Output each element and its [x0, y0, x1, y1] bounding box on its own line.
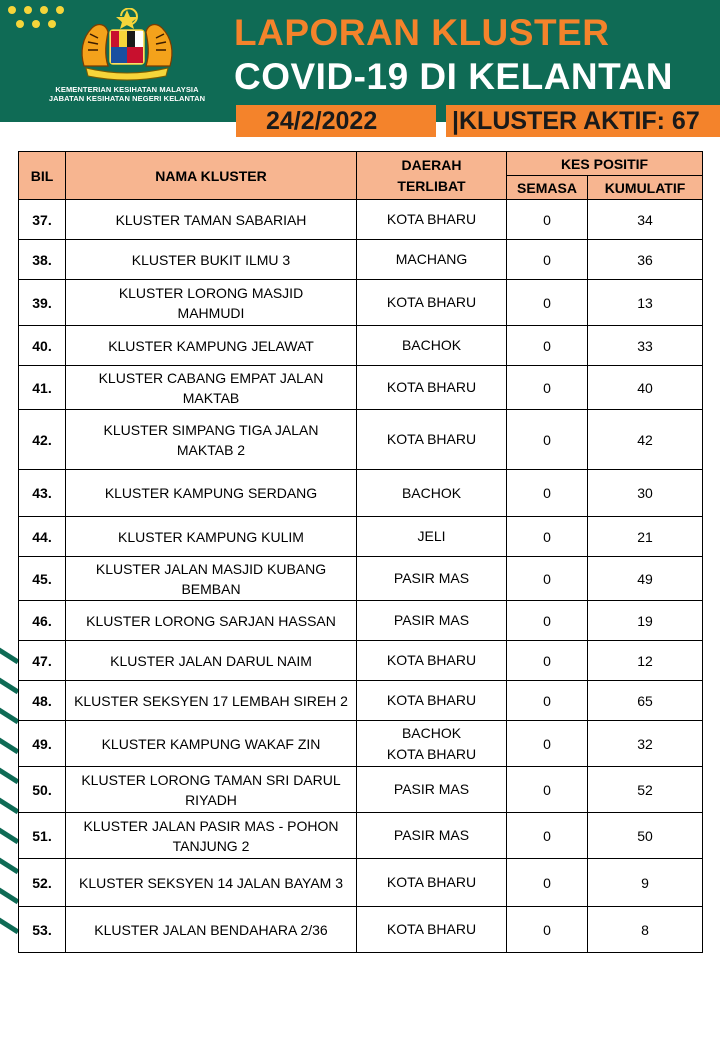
cell-nama-kluster-line: MAKTAB 2 — [176, 441, 246, 458]
cell-nama-kluster — [66, 767, 357, 813]
cell-daerah-line: KOTA BHARU — [386, 745, 477, 762]
cell-bil: 50. — [19, 767, 66, 813]
cell-kumulatif: 49 — [588, 557, 703, 601]
cell-bil: 39. — [19, 280, 66, 326]
col-header-semasa: SEMASA — [507, 176, 588, 200]
cell-nama-kluster-line: KLUSTER LORONG SARJAN HASSAN — [86, 612, 336, 629]
cell-semasa: 0 — [507, 470, 588, 517]
cell-bil: 52. — [19, 859, 66, 907]
cell-kumulatif: 42 — [588, 410, 703, 470]
cell-semasa: 0 — [507, 326, 588, 366]
cell-semasa: 0 — [507, 240, 588, 280]
cell-daerah — [357, 859, 507, 907]
cell-daerah-line: PASIR MAS — [393, 612, 470, 628]
cell-semasa: 0 — [507, 907, 588, 953]
cell-bil: 42. — [19, 410, 66, 470]
cell-kumulatif: 36 — [588, 240, 703, 280]
table-row — [19, 907, 703, 953]
cell-daerah-line: PASIR MAS — [393, 781, 470, 797]
cell-semasa: 0 — [507, 767, 588, 813]
cell-bil: 49. — [19, 721, 66, 767]
cell-nama-kluster-line: RIYADH — [185, 791, 237, 808]
cell-semasa: 0 — [507, 641, 588, 681]
cell-kumulatif: 32 — [588, 721, 703, 767]
table-row — [19, 280, 703, 326]
cell-semasa: 0 — [507, 410, 588, 470]
table-row — [19, 721, 703, 767]
col-header-daerah-line-2: TERLIBAT — [397, 177, 466, 194]
report-header — [0, 0, 720, 122]
table-row — [19, 517, 703, 557]
cell-nama-kluster — [66, 681, 357, 721]
cell-nama-kluster-line: KLUSTER TAMAN SABARIAH — [115, 211, 307, 228]
table-row — [19, 813, 703, 859]
cell-daerah — [357, 326, 507, 366]
table-row — [19, 240, 703, 280]
cell-nama-kluster-line: KLUSTER SEKSYEN 17 LEMBAH SIREH 2 — [74, 692, 348, 709]
cell-nama-kluster-line: KLUSTER BUKIT ILMU 3 — [131, 251, 291, 268]
cell-nama-kluster-line: TANJUNG 2 — [172, 837, 250, 854]
table-row — [19, 200, 703, 240]
report-date: 24/2/2022 — [236, 105, 436, 137]
cell-kumulatif: 12 — [588, 641, 703, 681]
cell-semasa: 0 — [507, 813, 588, 859]
cluster-table-body — [19, 200, 703, 953]
cell-bil: 41. — [19, 366, 66, 410]
cell-daerah — [357, 557, 507, 601]
cell-nama-kluster — [66, 517, 357, 557]
cell-nama-kluster-line: KLUSTER CABANG EMPAT JALAN — [98, 369, 324, 386]
cell-daerah — [357, 907, 507, 953]
cell-daerah — [357, 200, 507, 240]
report-title-line-1: LAPORAN KLUSTER — [234, 12, 610, 53]
cell-daerah-line: KOTA BHARU — [386, 379, 477, 395]
cell-semasa: 0 — [507, 200, 588, 240]
cell-nama-kluster-line: KLUSTER LORONG MASJID — [118, 284, 304, 301]
cell-daerah-line: KOTA BHARU — [386, 431, 477, 447]
cell-daerah-line: KOTA BHARU — [386, 294, 477, 310]
cell-daerah-line: PASIR MAS — [393, 827, 470, 843]
cell-bil: 43. — [19, 470, 66, 517]
cell-bil: 47. — [19, 641, 66, 681]
jata-negara-logo-icon — [72, 8, 182, 82]
cell-nama-kluster — [66, 557, 357, 601]
cell-daerah-line: KOTA BHARU — [386, 652, 477, 668]
cell-daerah-line: KOTA BHARU — [386, 874, 477, 890]
col-header-daerah-line-1: DAERAH — [401, 156, 462, 173]
cell-daerah-line: BACHOK — [401, 337, 462, 353]
cell-kumulatif: 13 — [588, 280, 703, 326]
cell-nama-kluster-line: KLUSTER KAMPUNG JELAWAT — [108, 337, 314, 354]
cell-kumulatif: 9 — [588, 859, 703, 907]
cell-semasa: 0 — [507, 859, 588, 907]
cell-kumulatif: 8 — [588, 907, 703, 953]
cell-nama-kluster — [66, 240, 357, 280]
cell-bil: 37. — [19, 200, 66, 240]
cell-kumulatif: 30 — [588, 470, 703, 517]
cell-bil: 48. — [19, 681, 66, 721]
cell-nama-kluster-line: KLUSTER SEKSYEN 14 JALAN BAYAM 3 — [78, 874, 344, 891]
cell-daerah-line: KOTA BHARU — [386, 692, 477, 708]
cell-kumulatif: 34 — [588, 200, 703, 240]
cell-daerah — [357, 641, 507, 681]
active-cluster-count: |KLUSTER AKTIF: 67 — [446, 105, 720, 137]
cell-bil: 46. — [19, 601, 66, 641]
cell-nama-kluster — [66, 280, 357, 326]
cell-daerah-line: JELI — [417, 528, 446, 544]
cell-nama-kluster-line: KLUSTER SIMPANG TIGA JALAN — [103, 421, 319, 438]
cell-nama-kluster-line: KLUSTER KAMPUNG SERDANG — [104, 485, 318, 501]
cell-nama-kluster-line: KLUSTER JALAN DARUL NAIM — [110, 652, 312, 669]
cell-semasa: 0 — [507, 366, 588, 410]
cell-semasa: 0 — [507, 601, 588, 641]
table-row — [19, 326, 703, 366]
cell-kumulatif: 19 — [588, 601, 703, 641]
cluster-table — [18, 151, 703, 953]
cell-kumulatif: 52 — [588, 767, 703, 813]
cell-daerah — [357, 366, 507, 410]
table-row — [19, 470, 703, 517]
cell-semasa: 0 — [507, 681, 588, 721]
cell-daerah-line: BACHOK — [401, 484, 462, 501]
cell-daerah — [357, 681, 507, 721]
cell-daerah — [357, 767, 507, 813]
table-row — [19, 557, 703, 601]
cell-kumulatif: 65 — [588, 681, 703, 721]
cell-bil: 51. — [19, 813, 66, 859]
cell-nama-kluster — [66, 907, 357, 953]
cell-nama-kluster-line: KLUSTER LORONG TAMAN SRI DARUL — [81, 771, 341, 788]
ministry-name — [34, 85, 220, 103]
cell-daerah — [357, 601, 507, 641]
cell-daerah — [357, 813, 507, 859]
decorative-dots — [8, 6, 78, 40]
cell-nama-kluster — [66, 813, 357, 859]
cell-nama-kluster — [66, 721, 357, 767]
table-row — [19, 859, 703, 907]
col-header-bil: BIL — [19, 152, 66, 200]
cell-nama-kluster — [66, 200, 357, 240]
cell-nama-kluster — [66, 326, 357, 366]
cell-bil: 40. — [19, 326, 66, 366]
cell-daerah — [357, 470, 507, 517]
table-row — [19, 641, 703, 681]
cell-daerah — [357, 240, 507, 280]
cell-semasa: 0 — [507, 557, 588, 601]
cell-nama-kluster-line: KLUSTER KAMPUNG WAKAF ZIN — [101, 735, 321, 752]
cell-nama-kluster — [66, 641, 357, 681]
cell-daerah — [357, 280, 507, 326]
cell-daerah-line: KOTA BHARU — [386, 211, 477, 227]
cell-semasa: 0 — [507, 517, 588, 557]
cell-daerah-line: PASIR MAS — [393, 570, 470, 586]
cell-daerah-line: BACHOK — [401, 724, 462, 741]
table-row — [19, 601, 703, 641]
cell-nama-kluster-line: KLUSTER JALAN PASIR MAS - POHON — [83, 817, 339, 834]
cell-nama-kluster — [66, 470, 357, 517]
cell-kumulatif: 21 — [588, 517, 703, 557]
cell-kumulatif: 40 — [588, 366, 703, 410]
col-header-kes-positif: KES POSITIF — [507, 152, 703, 176]
cell-nama-kluster-line: MAHMUDI — [177, 304, 245, 321]
cell-bil: 38. — [19, 240, 66, 280]
table-row — [19, 681, 703, 721]
cell-nama-kluster — [66, 410, 357, 470]
cell-bil: 53. — [19, 907, 66, 953]
col-header-kumulatif: KUMULATIF — [588, 176, 703, 200]
cell-nama-kluster-line: KLUSTER JALAN MASJID KUBANG — [95, 560, 327, 577]
cell-nama-kluster-line: BEMBAN — [181, 580, 241, 597]
report-title-line-2: COVID-19 DI KELANTAN — [234, 56, 673, 97]
cell-bil: 45. — [19, 557, 66, 601]
cell-kumulatif: 50 — [588, 813, 703, 859]
table-row — [19, 767, 703, 813]
cell-daerah — [357, 721, 507, 767]
col-header-daerah — [357, 152, 507, 200]
table-row — [19, 366, 703, 410]
cell-semasa: 0 — [507, 721, 588, 767]
col-header-nama: NAMA KLUSTER — [66, 152, 357, 200]
cell-nama-kluster — [66, 366, 357, 410]
cell-bil: 44. — [19, 517, 66, 557]
cell-semasa: 0 — [507, 280, 588, 326]
cell-nama-kluster-line: KLUSTER JALAN BENDAHARA 2/36 — [94, 921, 328, 938]
cell-daerah — [357, 410, 507, 470]
ministry-line-1: KEMENTERIAN KESIHATAN MALAYSIA — [55, 85, 199, 94]
cell-nama-kluster — [66, 601, 357, 641]
cell-nama-kluster-line: MAKTAB — [182, 389, 240, 406]
ministry-line-2: JABATAN KESIHATAN NEGERI KELANTAN — [48, 94, 206, 103]
cell-nama-kluster — [66, 859, 357, 907]
cell-nama-kluster-line: KLUSTER KAMPUNG KULIM — [118, 528, 304, 545]
cell-kumulatif: 33 — [588, 326, 703, 366]
cell-daerah — [357, 517, 507, 557]
cell-daerah-line: KOTA BHARU — [386, 921, 477, 937]
cell-daerah-line: MACHANG — [395, 251, 468, 267]
table-row — [19, 410, 703, 470]
